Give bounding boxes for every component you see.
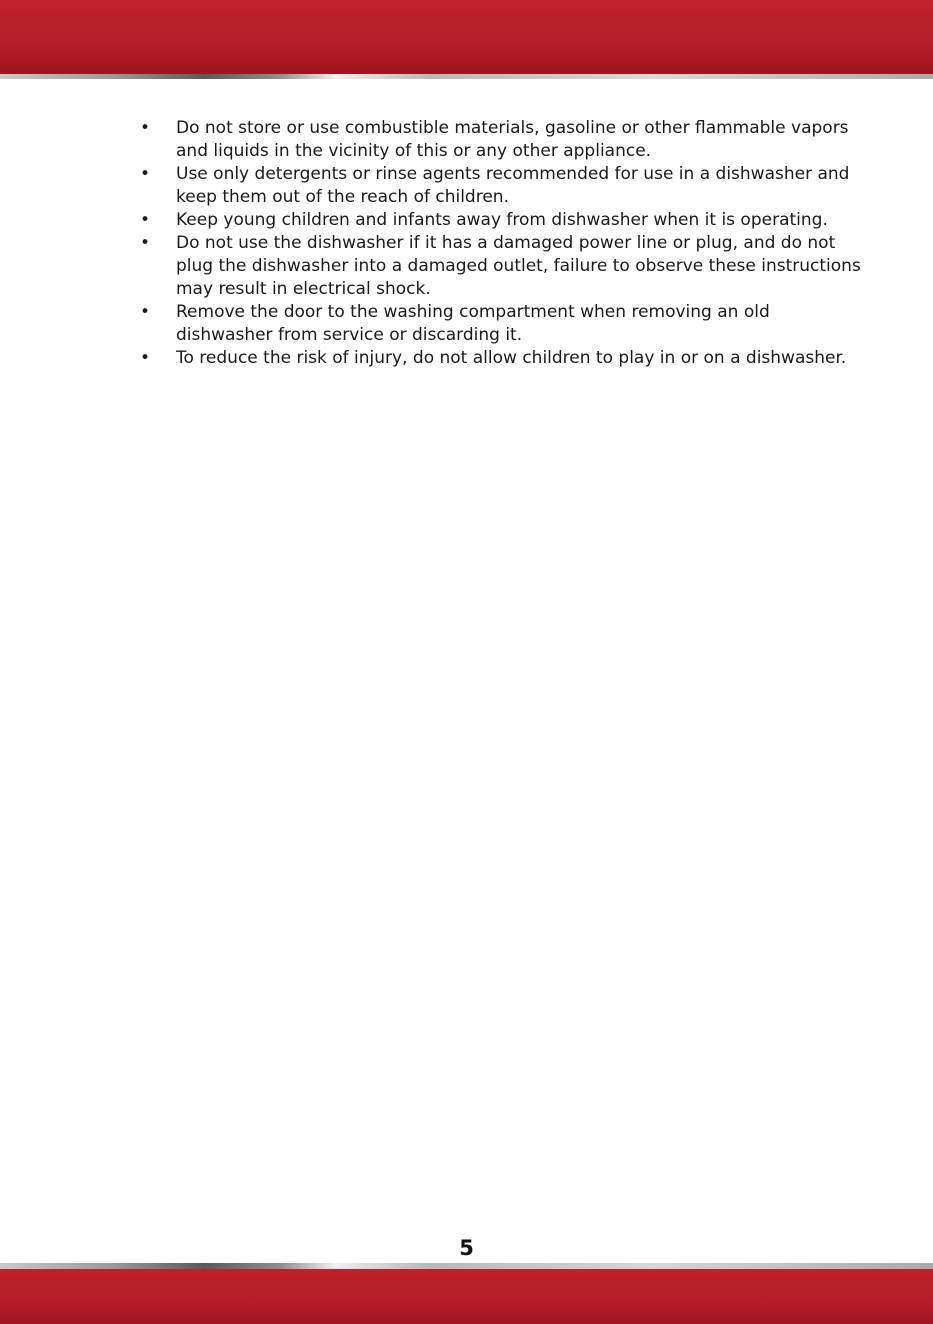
list-item <box>140 117 870 163</box>
list-item-text: To reduce the risk of injury, do not allow children to play in or on a dishwasher. <box>176 348 847 368</box>
list-item <box>140 163 870 209</box>
list-item-text: Remove the door to the washing compartment when removing an old dishwasher from service or discarding it. <box>176 302 770 345</box>
header-divider <box>0 74 933 79</box>
list-item <box>140 347 870 370</box>
list-item-text: Keep young children and infants away from dishwasher when it is operating. <box>176 210 828 230</box>
bullet-marker: • <box>140 164 151 184</box>
bullet-marker: • <box>140 233 151 253</box>
bullet-marker: • <box>140 118 151 138</box>
list-item <box>140 232 870 301</box>
list-item <box>140 301 870 347</box>
list-item-text: Do not store or use combustible materials, gasoline or other flammable vapors and liquids in the vicinity of this or any other appliance. <box>176 118 849 161</box>
bullet-marker: • <box>140 348 151 368</box>
list-item-text: Use only detergents or rinse agents recommended for use in a dishwasher and keep them out of the reach of children. <box>176 164 850 207</box>
safety-instructions-list <box>140 117 870 370</box>
bullet-marker: • <box>140 302 151 322</box>
list-item-text: Do not use the dishwasher if it has a damaged power line or plug, and do not plug the dishwasher into a damaged outlet, failure to observe these instructions may result in electrical shock. <box>176 233 861 299</box>
bullet-marker: • <box>140 210 151 230</box>
footer-band <box>0 1269 933 1324</box>
list-item <box>140 209 870 232</box>
page-number: 5 <box>459 1236 474 1260</box>
header-band <box>0 0 933 74</box>
